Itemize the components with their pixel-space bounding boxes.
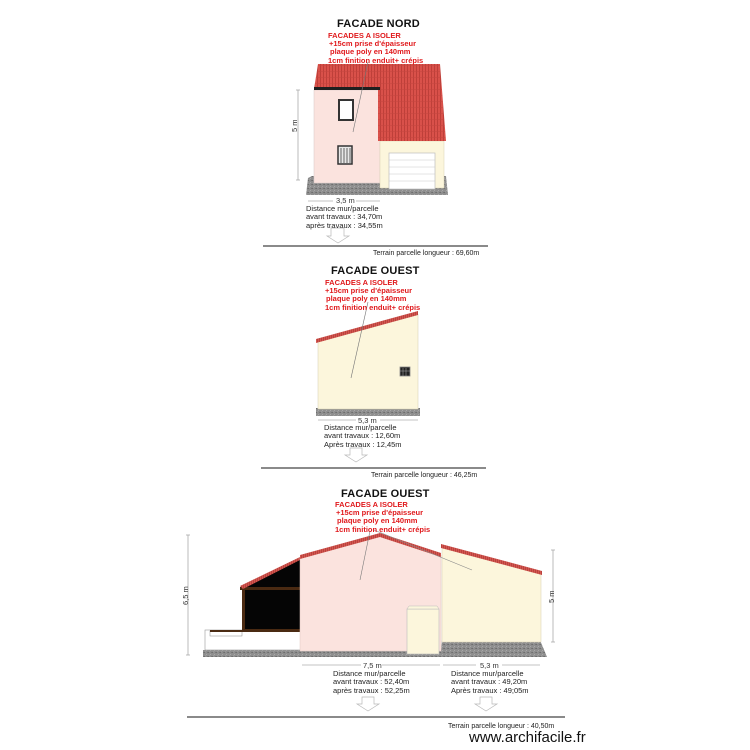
facade-title: FACADE OUEST [331,265,420,277]
terrain-length: Terrain parcelle longueur : 40,50m [448,723,555,730]
distance-info [306,205,383,230]
width-dimension-label: 5,3 m [358,416,377,425]
down-arrow-icon [357,697,379,711]
distance-label: Distance mur/parcelle [306,204,379,213]
note-line: plaque poly en 140mm [337,516,418,526]
facade-title: FACADE NORD [337,18,420,30]
parcel-line [187,716,565,718]
height-dimension-label-right: 5 m [547,590,556,603]
width-dimension-label: 3,5 m [336,196,355,205]
distance-after: Après travaux : 12,45m [324,439,402,449]
note-line: FACADES A ISOLER [328,31,401,40]
window-upper [339,100,353,120]
distance-info [324,424,402,449]
terrain-length: Terrain parcelle longueur : 46,25m [371,472,478,479]
distance-before: avant travaux : 49,20m [451,677,528,687]
gutter [314,87,380,90]
distance-label: Distance mur/parcelle [324,423,397,432]
note-line: +15cm prise d'épaisseur [329,39,417,49]
garage-door [389,153,435,189]
height-dimension-label-left: 6,5 m [181,586,190,605]
note-line: plaque poly en 140mm [326,294,407,304]
terrain-length: Terrain parcelle longueur : 69,60m [373,250,480,257]
insulation-note [335,501,430,534]
watermark: www.archifacile.fr [469,729,586,746]
facade-title: FACADE OUEST [341,488,430,500]
distance-before: avant travaux : 34,70m [306,212,383,222]
note-line: 1cm finition enduit+ crépis [335,524,431,534]
note-line: 1cm finition enduit+ crépis [325,302,421,312]
distance-label: Distance mur/parcelle [451,669,524,678]
down-arrow-icon [345,448,367,462]
note-line: plaque poly en 140mm [330,47,411,57]
distance-after: après travaux : 52,25m [333,685,410,695]
window-small [400,367,410,376]
carport [243,559,300,631]
height-dimension-label: 5 m [290,119,299,132]
down-arrow-icon [475,697,497,711]
distance-before: avant travaux : 12,60m [324,431,401,441]
width-dimension-label: 5,3 m [480,661,499,670]
down-arrow-icon [327,228,349,243]
distance-label: Distance mur/parcelle [333,669,406,678]
width-dimension-label: 7,5 m [363,661,382,670]
distance-after: Après travaux : 49;05m [451,685,529,695]
note-line: 1cm finition enduit+ crépis [328,55,424,65]
note-line: +15cm prise d'épaisseur [325,286,413,296]
distance-info [333,670,410,695]
distance-info [451,670,529,695]
insulation-note [325,279,420,312]
note-line: FACADES A ISOLER [335,500,408,509]
parcel-line [261,467,486,469]
insulation-note [328,32,423,65]
distance-after: après travaux : 34,55m [306,220,383,230]
utility-box [407,609,439,654]
note-line: +15cm prise d'épaisseur [336,508,424,518]
distance-before: avant travaux : 52,40m [333,677,410,687]
note-line: FACADES A ISOLER [325,278,398,287]
parcel-line [263,245,488,247]
